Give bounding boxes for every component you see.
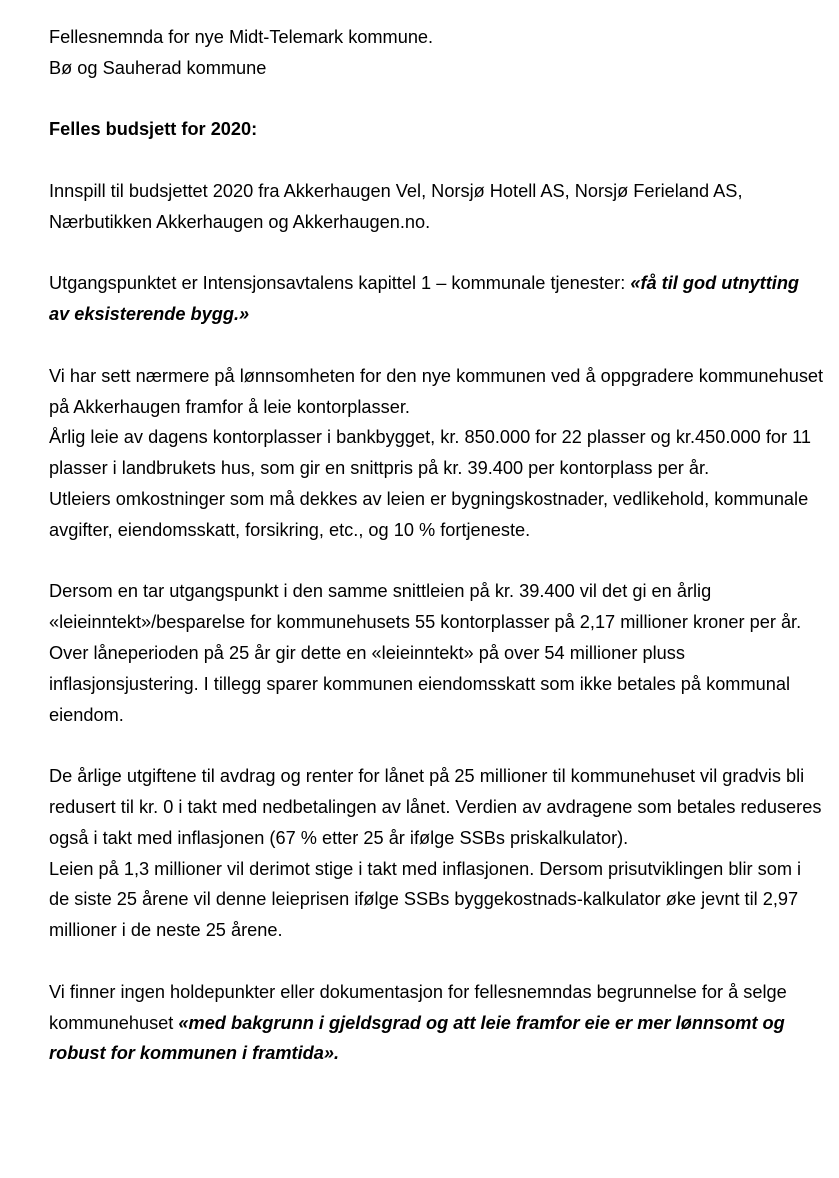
spacer xyxy=(49,546,824,577)
section2-paragraph-2: Over låneperioden på 25 år gir dette en «leieinntekt» på over 54 millioner pluss inflasjonsjustering. I tillegg sparer kommunen eiendomsskatt som ikke betales på kommunal eiendom. xyxy=(49,642,790,725)
document-page xyxy=(49,22,824,1069)
basis-text: Utgangspunktet er Intensjonsavtalens kapittel 1 – kommunale tjenester: xyxy=(49,273,631,294)
conclusion-text: Vi finner ingen holdepunkter eller dokumentasjon for fellesnemndas begrunnelse for å selge kommunehuset xyxy=(49,981,787,1033)
conclusion-paragraph xyxy=(49,977,824,1069)
section1-paragraph-2: Årlig leie av dagens kontorplasser i bankbygget, kr. 850.000 for 22 plasser og kr.450.000 for 11 plasser i landbrukets hus, som gir en snittpris på kr. 39.400 per kontorplass per år. xyxy=(49,427,811,479)
section2-paragraph-1: Dersom en tar utgangspunkt i den samme snittleien på kr. 39.400 vil det gi en årlig «leieinntekt»/besparelse for kommunehusets 55 kontorplasser på 2,17 millioner kroner per år. xyxy=(49,581,802,633)
conclusion-quote: «med bakgrunn i gjeldsgrad og att leie framfor eie er mer lønnsomt og robust for kommunen i framtida». xyxy=(49,1012,785,1064)
spacer xyxy=(49,84,824,115)
section3-paragraph-1: De årlige utgiftene til avdrag og renter for lånet på 25 millioner til kommunehuset vil gradvis bli redusert til kr. 0 i takt med nedbetalingen av lånet. Verdien av avdragene som betales reduseres også i takt med inflasjonen (67 % etter 25 år ifølge SSBs priskalkulator). xyxy=(49,766,822,848)
document-title: Felles budsjett for 2020: xyxy=(49,119,258,140)
section1-paragraph-3: Utleiers omkostninger som må dekkes av leien er bygningskostnader, vedlikehold, kommunale avgifter, eiendomsskatt, forsikring, etc., og 10 % fortjeneste. xyxy=(49,488,809,540)
spacer xyxy=(49,730,824,761)
spacer xyxy=(49,145,824,176)
spacer xyxy=(49,238,824,269)
section1-paragraph-1: Vi har sett nærmere på lønnsomheten for den nye kommunen ved å oppgradere kommunehuset på Akkerhaugen framfor å leie kontorplasser. xyxy=(49,365,824,417)
spacer xyxy=(49,330,824,361)
header-line-1: Fellesnemnda for nye Midt-Telemark kommune. xyxy=(49,27,434,47)
basis-paragraph xyxy=(49,268,824,330)
header-line-2: Bø og Sauherad kommune xyxy=(49,57,267,78)
spacer xyxy=(49,946,824,977)
basis-quote: «få til god utnytting av eksisterende bygg.» xyxy=(49,273,800,325)
section3-paragraph-2: Leien på 1,3 millioner vil derimot stige i takt med inflasjonen. Dersom prisutviklingen blir som i de siste 25 årene vil denne leieprisen ifølge SSBs byggekostnads-kalkulator øke jevnt til 2,97 millioner i de neste 25 årene. xyxy=(49,858,802,941)
intro-paragraph: Innspill til budsjettet 2020 fra Akkerhaugen Vel, Norsjø Hotell AS, Norsjø Ferieland AS, Nærbutikken Akkerhaugen og Akkerhaugen.no. xyxy=(49,180,743,232)
